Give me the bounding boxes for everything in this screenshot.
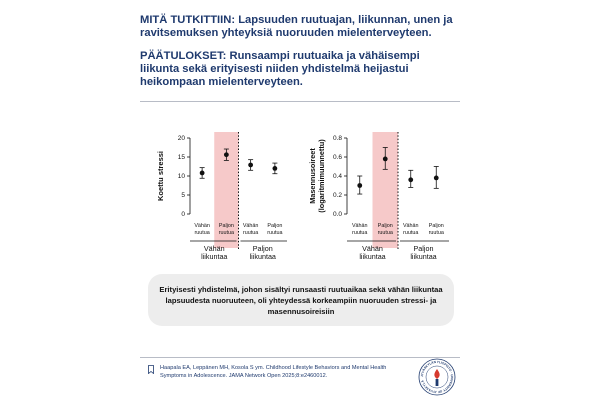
group-label: Paljon	[413, 244, 434, 253]
y-tick-label: 0.4	[332, 173, 342, 181]
y-tick-label: 15	[177, 154, 185, 162]
category-label: Vähän	[351, 223, 368, 229]
category-label: ruutua	[267, 230, 283, 236]
stress-chart	[148, 128, 293, 268]
category-label: Vähän	[402, 223, 419, 229]
category-label: ruutua	[403, 230, 419, 236]
data-point	[200, 171, 205, 176]
results-label: PÄÄTULOKSET:	[140, 50, 227, 62]
research-question-text: Lapsuuden ruutuajan, liikunnan, unen ja ravitsemuksen yhteyksiä nuoruuden mielenterveyteen.	[140, 14, 453, 39]
y-axis-label: Koettu stressi	[156, 150, 165, 202]
y-tick-label: 0.0	[332, 211, 342, 219]
category-label: Vähän	[194, 223, 210, 229]
divider-bottom	[140, 357, 460, 358]
group-label: liikuntaa	[359, 252, 386, 261]
data-point	[408, 177, 413, 182]
category-label: Paljon	[377, 223, 393, 229]
reference-line-2: Symptoms in Adolescence. JAMA Network Open 2025;8:e2460012.	[160, 373, 328, 379]
reference-line-1: Haapala EA, Leppänen MH, Kosola S ym. Childhood Lifestyle Behaviors and Mental Health	[160, 365, 387, 371]
data-point	[224, 152, 229, 157]
infographic	[140, 0, 460, 400]
data-point	[357, 183, 362, 188]
group-label: liikuntaa	[410, 252, 437, 261]
category-label: ruutua	[377, 230, 393, 236]
results-block	[140, 50, 460, 89]
y-tick-label: 0	[181, 211, 185, 219]
divider-top	[140, 101, 460, 102]
summary-note	[148, 274, 454, 326]
category-label: ruutua	[218, 230, 235, 236]
summary-note-text: Erityisesti yhdistelmä, johon sisältyi runsaasti ruutuaikaa sekä vähän liikuntaa lapsuudesta nuoruuteen, oli yhteydessä korkeampiin nuoruuden stressi- ja masennusoireisiin	[159, 284, 443, 316]
category-label: Vähän	[242, 223, 259, 229]
category-label: Paljon	[428, 223, 444, 229]
y-axis-label: (logaritmimuunnettu)	[317, 139, 326, 213]
category-label: ruutua	[428, 230, 444, 236]
group-label: Vähän	[203, 244, 225, 253]
results-text: Runsaampi ruutuaika ja vähäisempi liikunta sekä erityisesti niiden yhdistelmä heijastui heikompaan mielenterveyteen.	[140, 50, 420, 88]
data-point	[434, 176, 439, 181]
group-label: Paljon	[252, 244, 273, 253]
data-point	[272, 166, 277, 171]
y-axis-label: Masennusoireet	[308, 148, 317, 204]
data-point	[248, 163, 253, 168]
category-label: ruutua	[242, 230, 259, 236]
group-label: Vähän	[362, 244, 383, 253]
category-label: ruutua	[352, 230, 368, 236]
seal-text: JYVÄSKYLÄN YLIOPISTO · UNIVERSITY OF JYVÄSKYLÄ	[419, 359, 455, 395]
y-tick-label: 0.6	[332, 154, 342, 162]
research-question-block	[140, 14, 460, 40]
group-label: liikuntaa	[249, 252, 276, 261]
y-tick-label: 0.2	[332, 192, 342, 200]
y-tick-label: 10	[177, 173, 185, 181]
category-label: ruutua	[194, 230, 210, 236]
depression-chart	[305, 128, 455, 268]
y-tick-label: 5	[181, 192, 185, 200]
y-tick-label: 20	[177, 135, 185, 143]
y-tick-label: 0.8	[332, 135, 342, 143]
category-label: Paljon	[267, 223, 283, 229]
reference	[148, 364, 386, 380]
research-question-label: MITÄ TUTKITTIIN:	[140, 14, 236, 26]
torch-handle-icon	[436, 379, 439, 386]
university-seal	[418, 358, 456, 396]
category-label: Paljon	[218, 223, 234, 229]
group-label: liikuntaa	[201, 252, 228, 261]
data-point	[383, 157, 388, 162]
